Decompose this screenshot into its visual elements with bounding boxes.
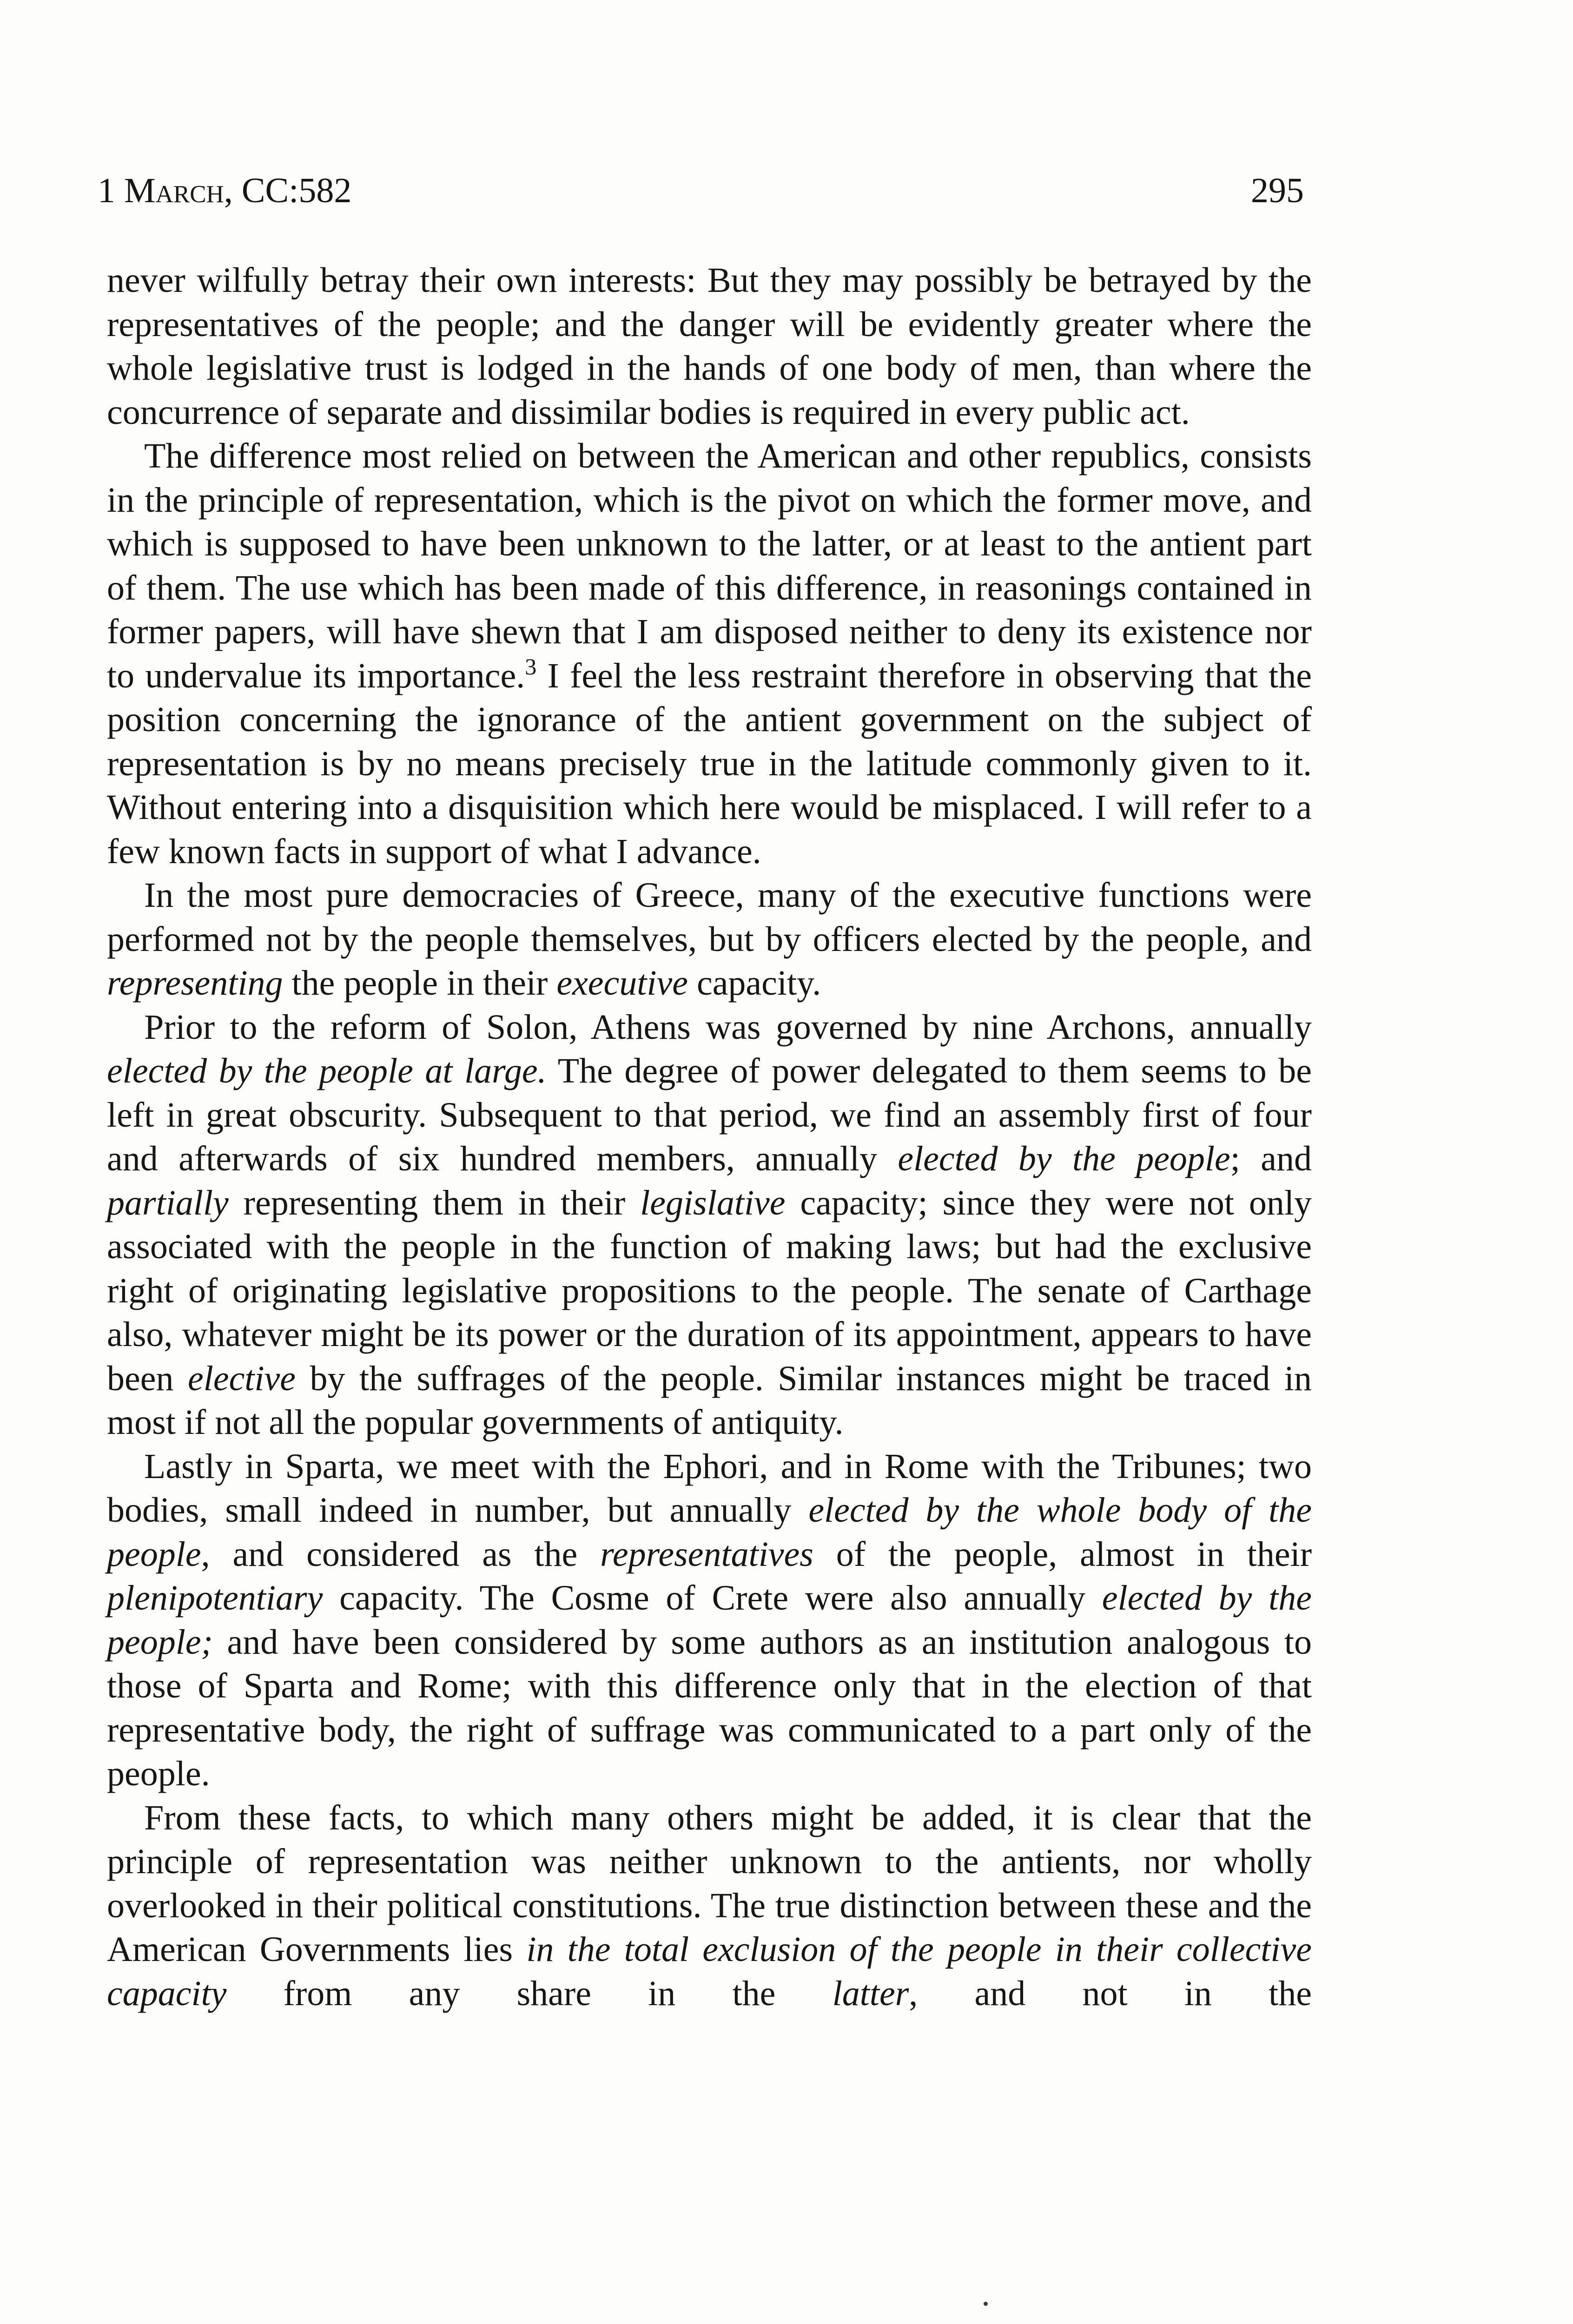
italic-emphasis: latter — [832, 1974, 909, 2013]
italic-emphasis: in the total exclusion of the people in their collective capacity — [107, 1930, 1312, 2013]
italic-emphasis: representing — [107, 964, 283, 1003]
italic-emphasis: legislative — [640, 1183, 786, 1222]
text-run: , and considered as the — [201, 1534, 601, 1574]
italic-emphasis: partially — [107, 1183, 229, 1222]
text-run: representing them in their — [228, 1183, 641, 1222]
paragraph — [107, 1445, 1312, 1796]
print-speck — [984, 2302, 988, 2306]
text-run: capacity. The Cosme of Crete were also annually — [323, 1578, 1102, 1618]
running-head-document-number: , CC:582 — [224, 171, 352, 210]
text-run: the people in their — [283, 964, 557, 1003]
running-head-month: March — [124, 171, 224, 210]
paragraph — [107, 1796, 1312, 2016]
running-head — [98, 167, 351, 214]
text-run: Lastly in Sparta, we meet with the Ephori, and in Rome with the Tribunes; two bodies, small indeed in number, but annually — [107, 1446, 1312, 1530]
text-run: capacity. — [687, 964, 821, 1003]
paragraph — [107, 873, 1312, 1005]
italic-emphasis: representatives — [600, 1534, 813, 1574]
text-run: and have been considered by some authors as an institution analogous to those of Sparta and Rome; with this difference only that in the election of that representative body, the right of suffrage was communicated to a part only of the people. — [107, 1622, 1312, 1793]
text-run: I feel the less restraint therefore in observing that the position concerning the ignorance of the antient government on the subject of representation is by no means precisely true in the latitude commonly given to it. Without entering into a disquisition which here would be misplaced. I will refer to a few known facts in support of what I advance. — [107, 656, 1312, 871]
italic-emphasis: elected by the people at large. — [107, 1051, 547, 1090]
italic-emphasis: elected by the people; — [107, 1578, 1312, 1662]
text-run: of the people, almost in their — [813, 1534, 1312, 1574]
italic-emphasis: elective — [187, 1359, 296, 1398]
text-run: Prior to the reform of Solon, Athens was governed by nine Archons, annually — [144, 1007, 1312, 1047]
body-text — [107, 258, 1312, 2015]
italic-emphasis: elected by the whole body of the people — [107, 1491, 1312, 1574]
italic-emphasis: plenipotentiary — [107, 1578, 323, 1618]
text-run: From these facts, to which many others might be added, it is clear that the principle of representation was neither unknown to the antients, nor wholly overlooked in their political constitutions. The true distinction between these and the American Governments lies — [107, 1798, 1312, 1969]
footnote-reference: 3 — [525, 653, 537, 680]
text-run: capacity; since they were not only associated with the people in the function of making laws; but had the exclusive right of originating legislative propositions to the people. The senate of Carthage also, whatever might be its power or the duration of its appointment, appears to have been — [107, 1183, 1312, 1398]
text-run: by the suffrages of the people. Similar instances might be traced in most if not all the popular governments of antiquity. — [107, 1359, 1312, 1442]
page-number: 295 — [1251, 171, 1304, 210]
text-run: ; and — [1230, 1139, 1312, 1178]
paragraph — [107, 1005, 1312, 1445]
italic-emphasis: executive — [556, 964, 688, 1003]
text-run: , and not in the — [909, 1974, 1312, 2013]
text-run: In the most pure democracies of Greece, many of the executive functions were performed not by the people themselves, but by officers elected by the people, and — [107, 876, 1312, 959]
paragraph — [107, 258, 1312, 434]
text-run: The degree of power delegated to them seems to be left in great obscurity. Subsequent to that period, we find an assembly first of four and afterwards of six hundred members, annually — [107, 1051, 1312, 1178]
paragraph — [107, 434, 1312, 873]
running-head-date-number: 1 — [98, 171, 124, 210]
text-run: never wilfully betray their own interests: But they may possibly be betrayed by the representatives of the people; and the danger will be evidently greater where the whole legislative trust is lodged in the hands of one body of men, than where the concurrence of separate and dissimilar bodies is required in every public act. — [107, 261, 1312, 432]
italic-emphasis: elected by the people — [898, 1139, 1230, 1178]
text-run: The difference most relied on between the American and other republics, consists in the principle of representation, which is the pivot on which the former move, and which is supposed to have been unknown to the latter, or at least to the antient part of them. The use which has been made of this difference, in reasonings contained in former papers, will have shewn that I am disposed neither to deny its existence nor to undervalue its importance. — [107, 436, 1312, 695]
text-run: from any share in the — [226, 1974, 833, 2013]
